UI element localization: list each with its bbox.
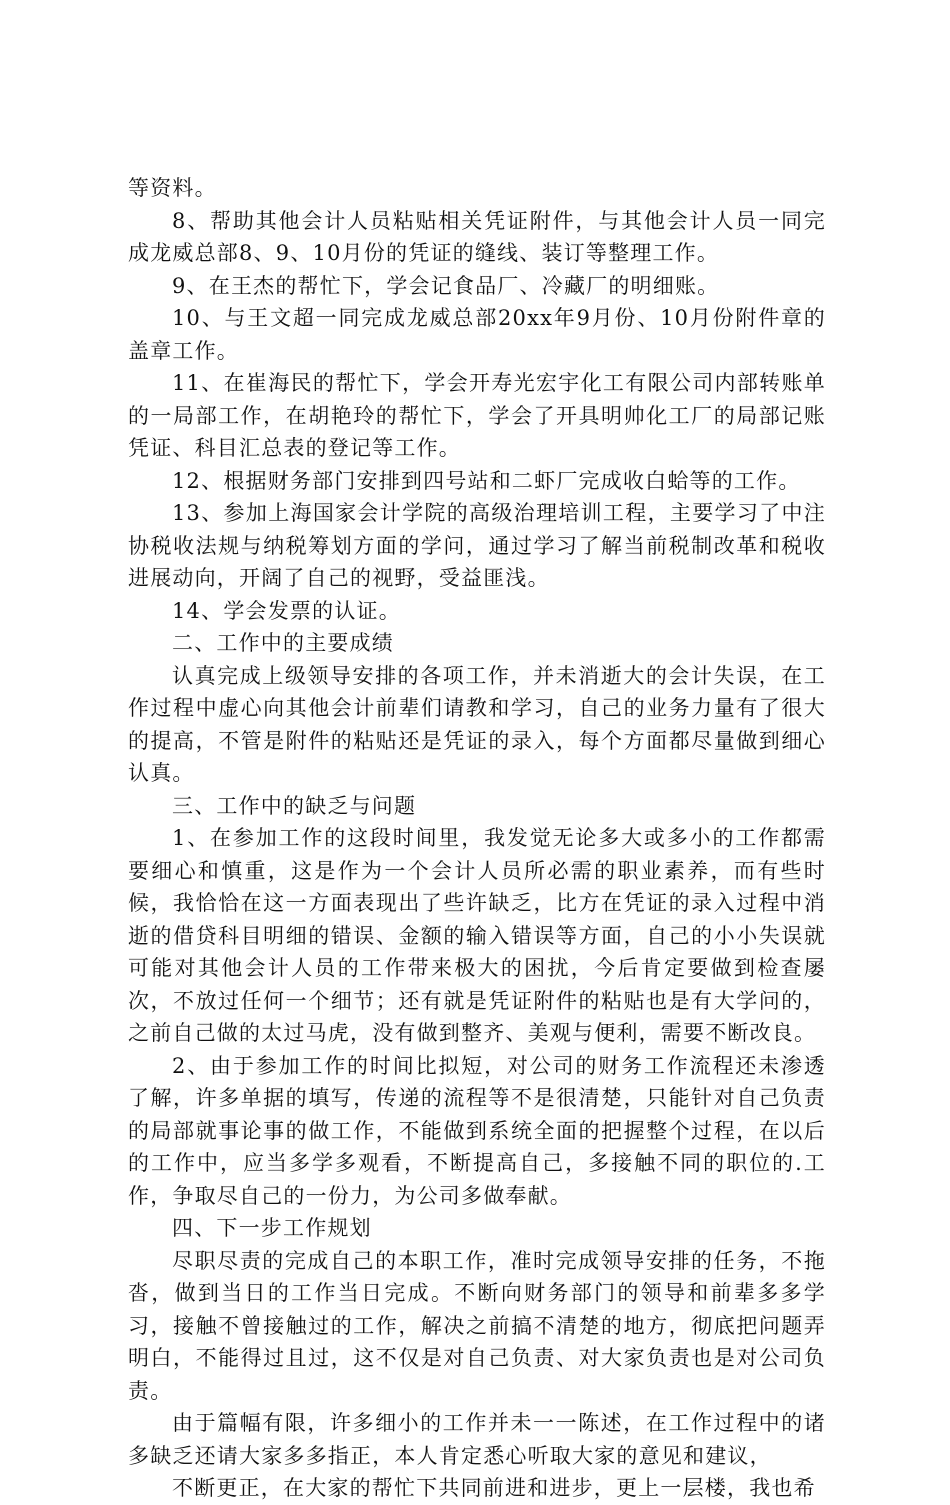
section-heading-plan: 四、下一步工作规划 [172,1216,372,1240]
paragraph-item-8: 8、帮助其他会计人员粘贴相关凭证附件，与其他会计人员一同完成龙威总部8、9、10月份的凭证的缝线、装订等整理工作。 [128,208,826,265]
paragraph-item-10: 10、与王文超一同完成龙威总部20xx年9月份、10月份附件章的盖章工作。 [128,306,826,363]
section-heading-shortcomings: 三、工作中的缺乏与问题 [172,793,417,818]
paragraph-shortcoming-1: 1、在参加工作的这段时间里，我发觉无论多大或多小的工作都需要细心和慎重，这是作为一个会计人员所必需的职业素养，而有些时候，我恰恰在这一方面表现出了些许缺乏，比方在凭证的录入过程中消逝的借贷科目明细的错误、金额的输入错误等方面，自己的小小失误就可能对其他会计人员的工作带来极大的困扰，今后肯定要做到检查屡次，不放过任何一个细节；还有就是凭证附件的粘贴也是有大学问的，之前自己做的太过马虎，没有做到整齐、美观与便利，需要不断改良。 [128,826,826,1045]
paragraph-item-13: 13、参加上海国家会计学院的高级治理培训工程，主要学习了中注协税收法规与纳税筹划方面的学问，通过学习了解当前税制改革和税收进展动向，开阔了自己的视野，受益匪浅。 [128,501,826,590]
document-body [128,172,826,1505]
paragraph-achievements: 认真完成上级领导安排的各项工作，并未消逝大的会计失误，在工作过程中虚心向其他会计前辈们请教和学习，自己的业务力量有了很大的提高，不管是附件的粘贴还是凭证的录入，每个方面都尽量做到细心认真。 [128,663,826,785]
section-heading-achievements: 二、工作中的主要成绩 [172,631,394,655]
paragraph-item-9: 9、在王杰的帮忙下，学会记食品厂、冷藏厂的明细账。 [172,273,720,298]
paragraph-item-11: 11、在崔海民的帮忙下，学会开寿光宏宇化工有限公司内部转账单的一局部工作，在胡艳玲的帮忙下，学会了开具明帅化工厂的局部记账凭证、科目汇总表的登记等工作。 [128,371,826,460]
paragraph-continuation: 等资料。 [128,176,217,200]
paragraph-closing: 由于篇幅有限，许多细小的工作并未一一陈述，在工作过程中的诸多缺乏还请大家多多指正，本人肯定悉心听取大家的意见和建议， [128,1411,826,1468]
paragraph-plan: 尽职尽责的完成自己的本职工作，准时完成领导安排的任务，不拖沓，做到当日的工作当日完成。不断向财务部门的领导和前辈多多学习，接触不曾接触过的工作，解决之前搞不清楚的地方，彻底把问题弄明白，不能得过且过，这不仅是对自己负责、对大家负责也是对公司负责。 [128,1248,826,1403]
paragraph-item-14: 14、学会发票的认证。 [172,598,401,623]
paragraph-shortcoming-2: 2、由于参加工作的时间比拟短，对公司的财务工作流程还未渗透了解，许多单据的填写，传递的流程等不是很清楚，只能针对自己负责的局部就事论事的做工作，不能做到系统全面的把握整个过程，在以后的工作中，应当多学多观看，不断提高自己，多接触不同的职位的.工作，争取尽自己的一份力，为公司多做奉献。 [128,1053,826,1208]
paragraph-closing-continued: 不断更正，在大家的帮忙下共同前进和进步，更上一层楼，我也希 [172,1476,816,1500]
paragraph-item-12: 12、根据财务部门安排到四号站和二虾厂完成收白蛤等的工作。 [172,468,801,493]
